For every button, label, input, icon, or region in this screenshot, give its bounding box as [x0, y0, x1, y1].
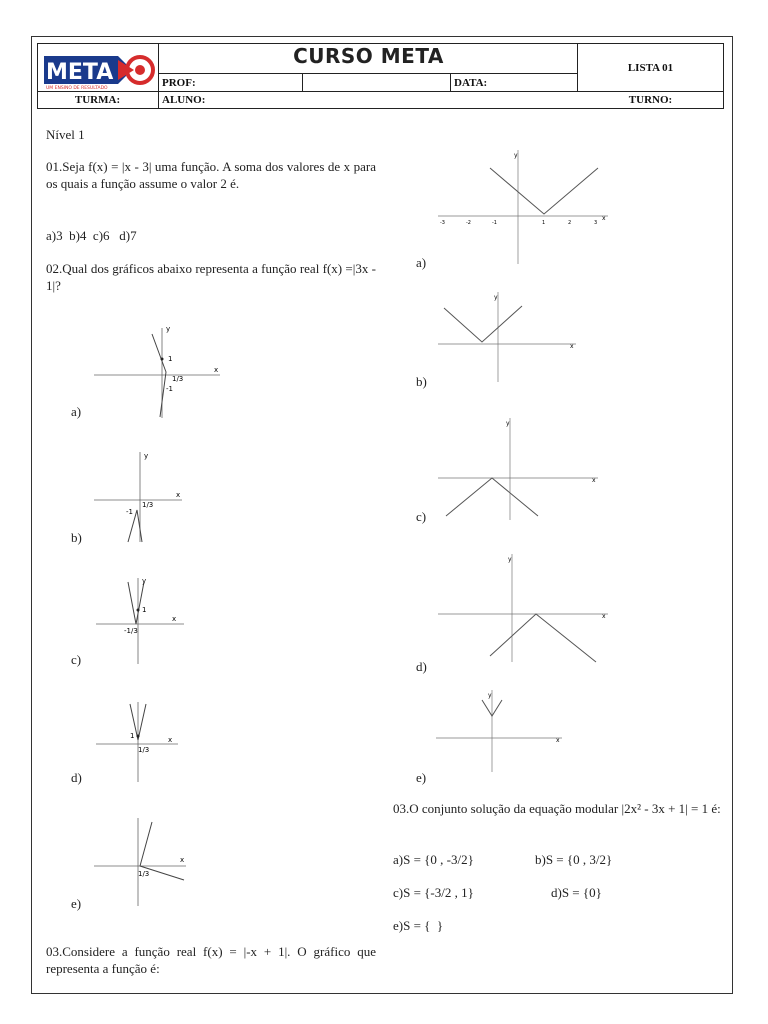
- svg-text:y: y: [142, 577, 147, 585]
- svg-text:x: x: [172, 615, 177, 623]
- svg-text:x: x: [168, 736, 173, 744]
- graph-q02-e: [92, 816, 192, 908]
- graph-label: a): [416, 255, 427, 270]
- svg-text:1: 1: [142, 606, 147, 614]
- page-title: CURSO META: [293, 44, 444, 68]
- option-e: e)S = { }: [393, 918, 444, 933]
- svg-text:1/3: 1/3: [138, 870, 150, 878]
- header-divider: [302, 73, 303, 91]
- turma-label: TURMA:: [74, 94, 121, 106]
- svg-text:y: y: [144, 452, 149, 460]
- graph-q03-d: [432, 552, 612, 664]
- svg-text:-3: -3: [440, 220, 445, 226]
- question-03b: 03.O conjunto solução da equação modular |2x² - 3x + 1| = 1 é:: [393, 801, 721, 816]
- svg-text:x: x: [570, 343, 574, 350]
- graph-q02-d: [94, 700, 184, 784]
- svg-text:-1/3: -1/3: [124, 627, 138, 635]
- graph-label: e): [71, 896, 82, 911]
- svg-text:1: 1: [130, 732, 135, 740]
- svg-text:-1: -1: [126, 508, 133, 516]
- graph-label: d): [71, 770, 82, 785]
- question-03: 03.Considere a função real f(x) = |-x + 1|. O gráfico que representa a função é:: [46, 944, 376, 976]
- graph-label: d): [416, 659, 427, 674]
- graph-label: e): [416, 770, 427, 785]
- question-02: 02.Qual dos gráficos abaixo representa a função real f(x) =|3x - 1|?: [46, 261, 376, 293]
- turno-label: TURNO:: [628, 94, 673, 106]
- aluno-label: ALUNO:: [162, 94, 206, 106]
- svg-text:y: y: [508, 556, 512, 563]
- graph-q02-b: [90, 448, 190, 544]
- svg-text:y: y: [494, 294, 498, 301]
- option-a: a)S = {0 , -3/2}: [393, 852, 474, 867]
- option-c: c)S = {-3/2 , 1}: [393, 885, 474, 900]
- svg-text:y: y: [166, 325, 171, 333]
- graph-q03-b: [432, 290, 580, 386]
- svg-text:x: x: [556, 737, 560, 744]
- svg-text:x: x: [602, 215, 606, 222]
- graph-label: a): [71, 404, 82, 419]
- svg-text:1/3: 1/3: [172, 375, 184, 383]
- prof-label: PROF:: [162, 77, 196, 89]
- meta-logo: [40, 46, 156, 90]
- graph-label: b): [416, 374, 427, 389]
- logo-tagline: UM ENSINO DE RESULTADO: [46, 86, 108, 90]
- graph-label: b): [71, 530, 82, 545]
- svg-text:-1: -1: [492, 220, 497, 226]
- option-d: d)S = {0}: [551, 885, 602, 900]
- svg-text:y: y: [506, 420, 510, 427]
- graph-q02-c: [92, 574, 192, 666]
- graph-q03-c: [432, 416, 602, 524]
- graph-q03-a: [432, 144, 612, 266]
- graph-q03-e: [432, 688, 566, 774]
- option-b: b)S = {0 , 3/2}: [535, 852, 613, 867]
- svg-text:x: x: [602, 613, 606, 620]
- graph-q02-a: [90, 322, 230, 422]
- logo-text: META: [46, 60, 114, 85]
- graph-label: c): [71, 652, 82, 667]
- svg-text:x: x: [176, 491, 181, 499]
- svg-text:x: x: [592, 477, 596, 484]
- level-heading: Nível 1: [46, 127, 85, 142]
- svg-text:x: x: [214, 366, 219, 374]
- header-divider: [158, 43, 159, 109]
- svg-text:-2: -2: [466, 220, 471, 226]
- svg-text:1/3: 1/3: [142, 501, 154, 509]
- question-01: 01.Seja f(x) = |x - 3| uma função. A soma dos valores de x para os quais a função assume o valor 2 é.: [46, 159, 376, 191]
- svg-text:3: 3: [594, 220, 598, 226]
- svg-text:y: y: [514, 152, 518, 159]
- svg-text:1: 1: [542, 220, 546, 226]
- svg-text:-1: -1: [166, 385, 173, 393]
- header-divider: [37, 91, 724, 92]
- svg-text:1: 1: [168, 355, 173, 363]
- svg-text:x: x: [180, 856, 185, 864]
- svg-text:2: 2: [568, 220, 572, 226]
- graph-label: c): [416, 509, 427, 524]
- list-label: LISTA 01: [627, 62, 674, 74]
- header-divider: [450, 73, 451, 91]
- svg-text:1/3: 1/3: [138, 746, 150, 754]
- question-01-options: a)3 b)4 c)6 d)7: [46, 228, 137, 243]
- svg-text:y: y: [488, 692, 492, 699]
- data-label: DATA:: [454, 77, 488, 89]
- header-divider: [158, 73, 577, 74]
